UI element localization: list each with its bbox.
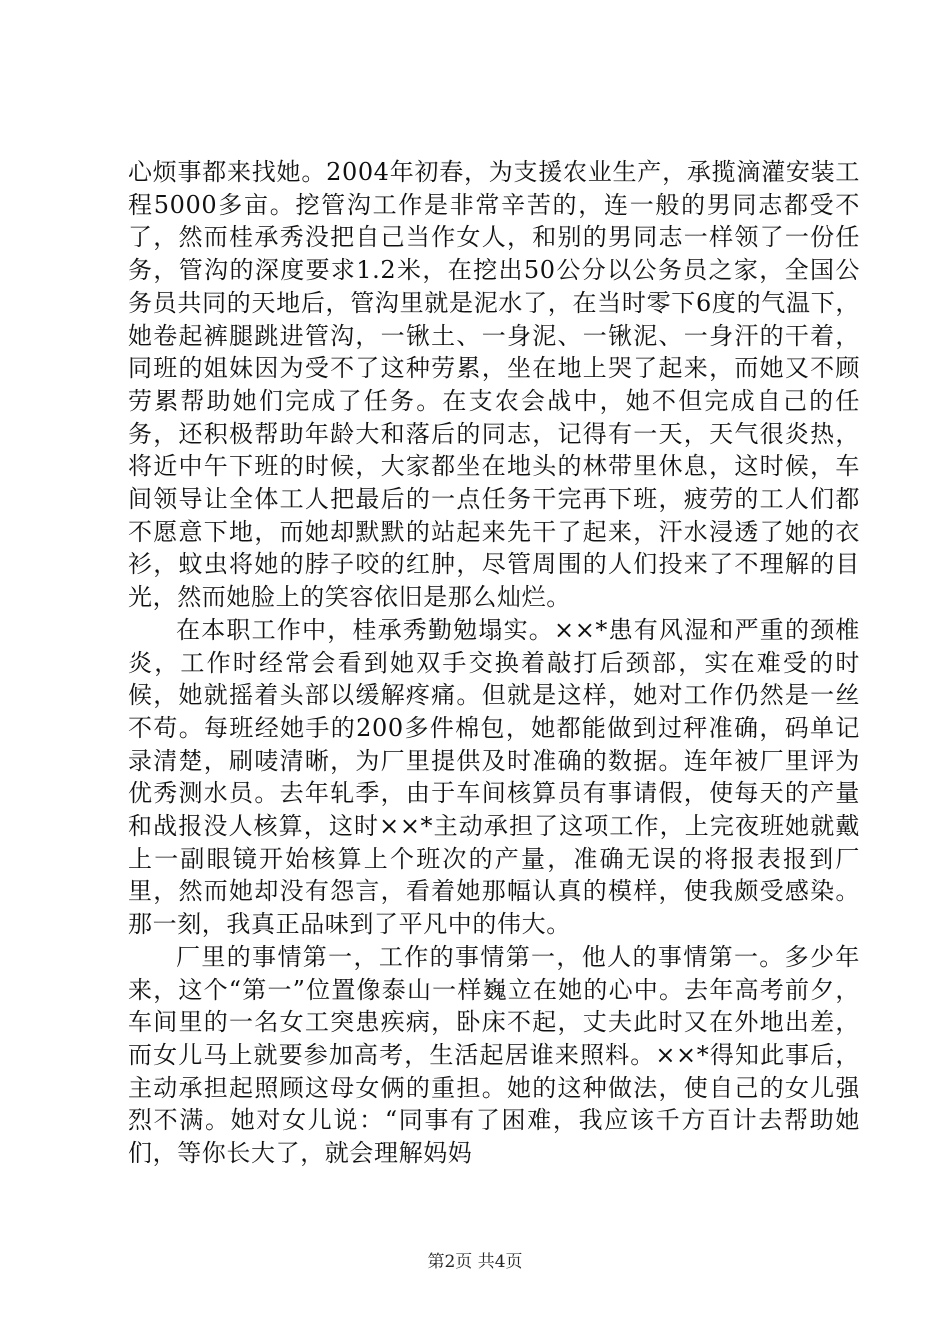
- paragraph-continued: 心烦事都来找她。2004年初春，为支援农业生产，承揽滴灌安装工程5000多亩。挖管沟工作是非常辛苦的，连一般的男同志都受不了，然而桂承秀没把自己当作女人，和别的男同志一样领了一份任务，管沟的深度要求1.2米，在挖出50公分以公务员之家，全国公务员共同的天地后，管沟里就是泥水了，在当时零下6度的气温下，她卷起裤腿跳进管沟，一锹土、一身泥、一锹泥、一身汗的干着，同班的姐妹因为受不了这种劳累，坐在地上哭了起来，而她又不顾劳累帮助她们完成了任务。在支农会战中，她不但完成自己的任务，还积极帮助年龄大和落后的同志，记得有一天，天气很炎热，将近中午下班的时候，大家都坐在地头的林带里休息，这时候，车间领导让全体工人把最后的一点任务干完再下班，疲劳的工人们都不愿意下地，而她却默默的站起来先干了起来，汗水浸透了她的衣衫，蚊虫将她的脖子咬的红肿，尽管周围的人们投来了不理解的目光，然而她脸上的笑容依旧是那么灿烂。: [128, 158, 860, 612]
- paragraph-work-diligence: 在本职工作中，桂承秀勤勉塌实。××*患有风湿和严重的颈椎炎，工作时经常会看到她双手交换着敲打后颈部，实在难受的时候，她就摇着头部以缓解疼痛。但就是这样，她对工作仍然是一丝不苟。每班经她手的200多件棉包，她都能做到过秤准确，码单记录清楚，刷唛清晰，为厂里提供及时准确的数据。连年被厂里评为优秀测水员。去年轧季，由于车间核算员有事请假，使每天的产量和战报没人核算，这时××*主动承担了这项工作，上完夜班她就戴上一副眼镜开始核算上个班次的产量，准确无误的将报表报到厂里，然而她却没有怨言，看着她那幅认真的模样，使我颇受感染。那一刻，我真正品味到了平凡中的伟大。: [128, 615, 860, 939]
- page-number-footer: 第2页 共4页: [427, 1252, 523, 1272]
- paragraph-others-first: 厂里的事情第一，工作的事情第一，他人的事情第一。多少年来，这个“第一”位置像泰山一样巍立在她的心中。去年高考前夕，车间里的一名女工突患疾病，卧床不起，丈夫此时又在外地出差，而女儿马上就要参加高考，生活起居谁来照料。××*得知此事后，主动承担起照顾这母女俩的重担。她的这种做法，使自己的女儿强烈不满。她对女儿说：“同事有了困难，我应该千方百计去帮助她们，等你长大了，就会理解妈妈: [128, 942, 860, 1168]
- document-body: [128, 156, 860, 1170]
